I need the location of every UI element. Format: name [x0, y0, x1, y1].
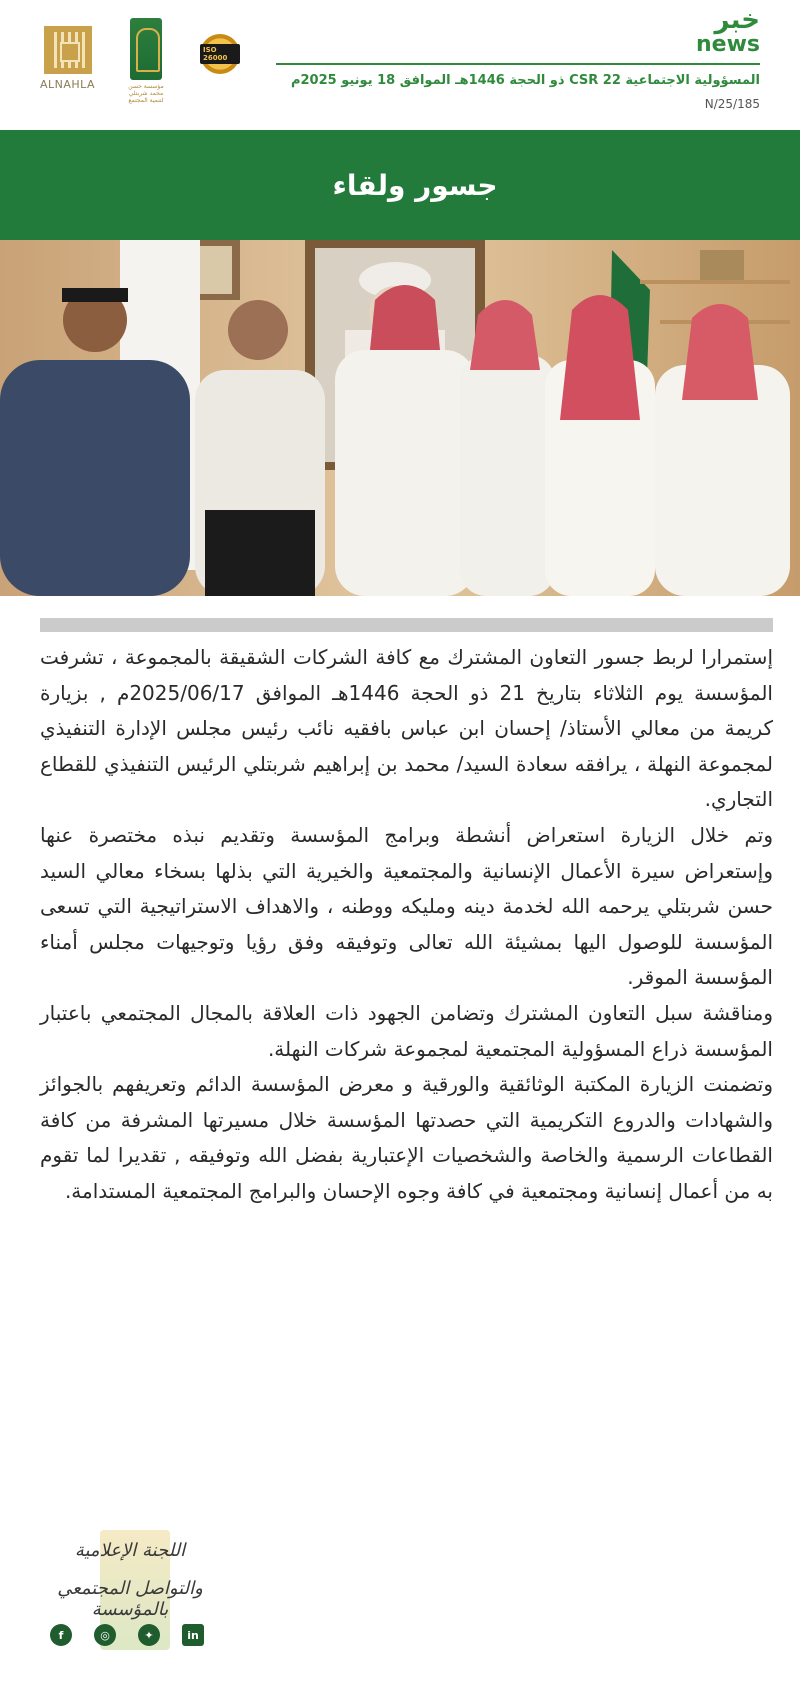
reference-code: N/25/185 — [704, 97, 760, 111]
article-paragraph-2: وتم خلال الزيارة استعراض أنشطة وبرامج المؤسسة وتقديم نبذه مختصرة عنها وإستعراض سيرة الأعمال الإنسانية والمجتمعية والخيرية التي بذلها بسخاء معالي السيد حسن شربتلي يرحمه الله لخدمة دينه ومليكه ووطنه ، والاهداف الاستراتيجية التي تسعى المؤسسة للوصول اليها بمشيئة الله تعالى وتوفيقه وفق رؤيا وتوجيهات مجلس أمناء المؤسسة الموقر. — [40, 822, 773, 990]
article-paragraph-3: ومناقشة سبل التعاون المشترك وتضامن الجهود ذات العلاقة بالمجال المجتمعي باعتبار المؤسسة ذراع المسؤولية المجتمعية لمجموعة شركات النهلة. — [40, 1000, 773, 1061]
date-line: المسؤولية الاجتماعية CSR 22 ذو الحجة 1446هـ الموافق 18 يونيو 2025م — [290, 73, 760, 88]
alnahla-logo-mark — [44, 26, 92, 74]
institution-logo-mark — [130, 18, 162, 80]
article-body — [40, 640, 773, 1210]
twitter-icon[interactable]: ✦ — [138, 1624, 160, 1646]
header-divider — [276, 63, 760, 65]
page-title: جسور ولقاء — [332, 168, 498, 202]
instagram-icon[interactable]: ◎ — [94, 1624, 116, 1646]
signature-line-2: والتواصل المجتمعي بالمؤسسة — [57, 1578, 203, 1620]
group-photo-illustration — [0, 240, 800, 596]
content-divider — [40, 618, 773, 632]
institution-logo — [126, 18, 166, 104]
article-paragraph-4: وتضمنت الزيارة المكتبة الوثائقية والورقية و معرض المؤسسة الدائم وتعريفهم بالجوائز والشهادات والدروع التكريمية التي حصدتها المؤسسة خلال مسيرتها المشرفة من كافة القطاعات الرسمية والخاصة والشخصيات الإعتبارية بفضل الله وتوفيقه , تقديرا لما تقوم به من أعمال إنسانية ومجتمعية في كافة وجوه الإحسان والبرامج المجتمعية المستدامة. — [40, 1072, 773, 1203]
signature-line-1: اللجنة الإعلامية — [74, 1540, 186, 1561]
news-brand — [696, 6, 760, 56]
page-header — [0, 0, 800, 130]
social-links — [50, 1624, 204, 1646]
iso-badge-text: ISO 26000 — [200, 44, 240, 64]
alnahla-logo — [40, 26, 100, 91]
title-banner — [0, 130, 800, 240]
facebook-icon[interactable]: f — [50, 1624, 72, 1646]
brand-english: news — [695, 32, 760, 57]
article-paragraph-1: إستمرارا لربط جسور التعاون المشترك مع كافة الشركات الشقيقة بالمجموعة ، تشرفت المؤسسة يوم الثلاثاء بتاريخ 21 ذو الحجة 1446هـ الموافق 2025/06/17م , بزيارة كريمة من معالي الأستاذ/ إحسان ابن عباس بافقيه نائب رئيس مجلس الإدارة التنفيذي لمجموعة النهلة ، يرافقه سعادة السيد/ محمد بن إبراهيم شربتلي الرئيس التنفيذي للقطاع التجاري. — [40, 645, 773, 812]
institution-logo-text: مؤسسة حسن محمد شربتلي لتنمية المجتمع — [128, 83, 164, 104]
linkedin-icon[interactable]: in — [182, 1624, 204, 1646]
group-photo — [0, 240, 800, 596]
brand-arabic: خبر — [714, 5, 760, 35]
page-footer — [30, 1530, 230, 1670]
iso-badge-icon — [200, 34, 240, 74]
alnahla-logo-text: ALNAHLA — [40, 78, 96, 91]
